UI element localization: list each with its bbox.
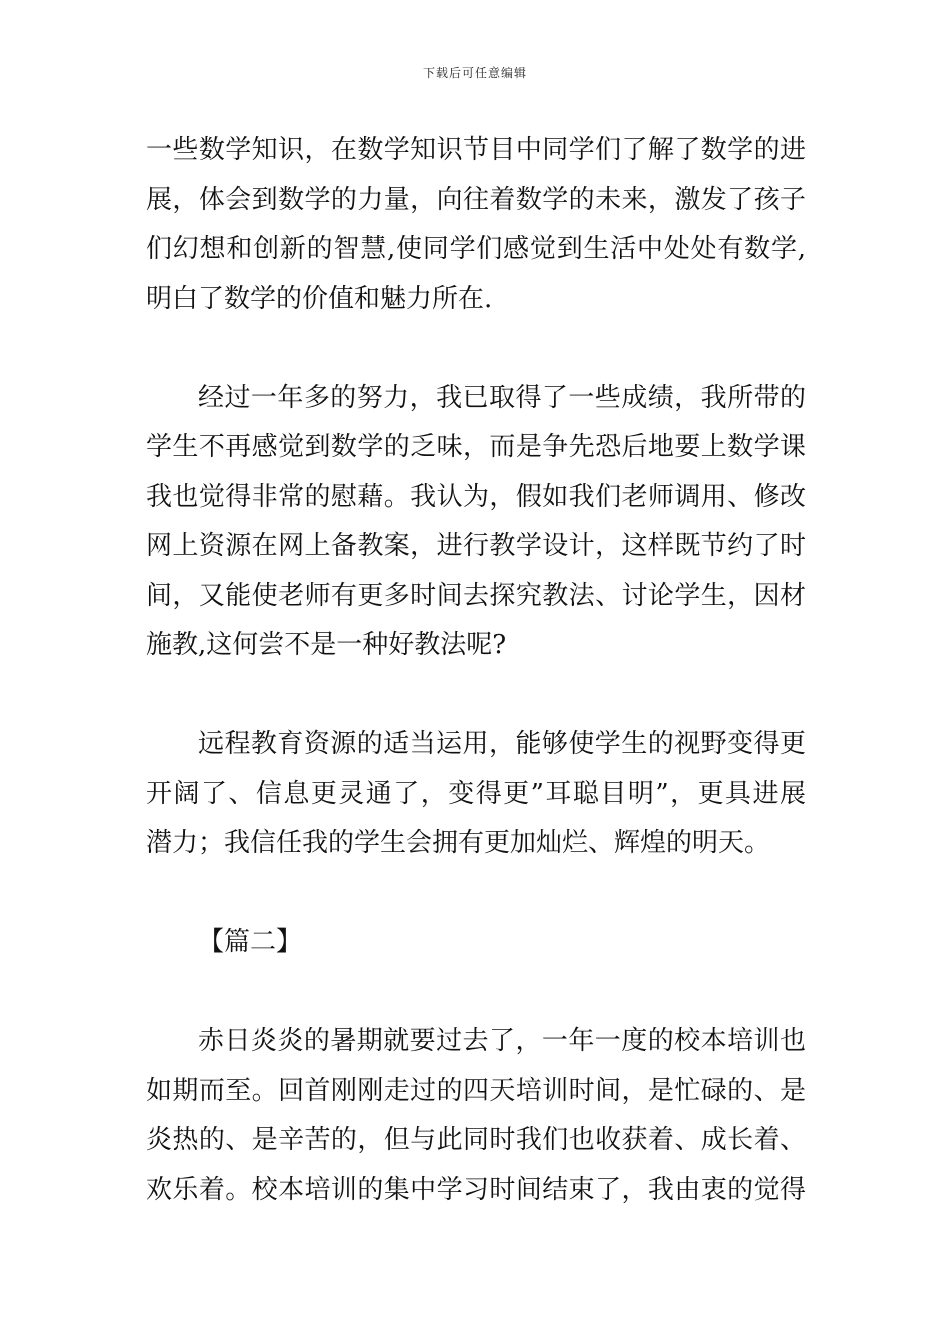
text-line: 潜力；我信任我的学生会拥有更加灿烂、辉煌的明天。 <box>146 828 771 858</box>
paragraph-gap <box>146 869 806 919</box>
paragraph <box>146 720 806 869</box>
paragraph-gap <box>146 671 806 721</box>
text-line: 们幻想和创新的智慧,使同学们感觉到生活中处处有数学, <box>146 234 806 264</box>
text-line: 炎热的、是辛苦的，但与此同时我们也收获着、成长着、 <box>146 1125 806 1155</box>
text-line: 开阔了、信息更灵通了，变得更”耳聪目明”，更具进展 <box>146 778 806 809</box>
paragraph-gap <box>146 968 806 1018</box>
text-line: 学生不再感觉到数学的乏味，而是争先恐后地要上数学课 <box>146 432 806 462</box>
text-line: 一些数学知识，在数学知识节目中同学们了解了数学的进 <box>146 135 806 165</box>
text-line: 间，又能使老师有更多时间去探究教法、讨论学生，因材 <box>146 580 806 611</box>
text-line: 经过一年多的努力，我已取得了一些成绩，我所带的 <box>198 382 806 413</box>
text-line: 如期而至。回首刚刚走过的四天培训时间，是忙碌的、是 <box>146 1075 806 1106</box>
document-body <box>146 126 806 1215</box>
paragraph <box>146 1017 806 1215</box>
text-line: 施教,这何尝不是一种好教法呢? <box>146 630 507 660</box>
text-line: 我也觉得非常的慰藉。我认为，假如我们老师调用、修改 <box>146 481 806 512</box>
paragraph-gap <box>146 324 806 374</box>
section-title: 【篇二】 <box>198 927 303 957</box>
header-note: 下载后可任意编辑 <box>422 66 527 80</box>
text-line: 远程教育资源的适当运用，能够使学生的视野变得更 <box>198 729 806 759</box>
text-line: 欢乐着。校本培训的集中学习时间结束了，我由衷的觉得 <box>146 1174 806 1205</box>
paragraph <box>146 374 806 671</box>
text-line: 网上资源在网上备教案，进行教学设计，这样既节约了时 <box>146 531 806 561</box>
paragraph <box>146 126 806 324</box>
text-line: 展，体会到数学的力量，向往着数学的未来，激发了孩子 <box>146 184 806 215</box>
text-line: 赤日炎炎的暑期就要过去了，一年一度的校本培训也 <box>198 1026 806 1056</box>
text-line: 明白了数学的价值和魅力所在. <box>146 283 493 314</box>
